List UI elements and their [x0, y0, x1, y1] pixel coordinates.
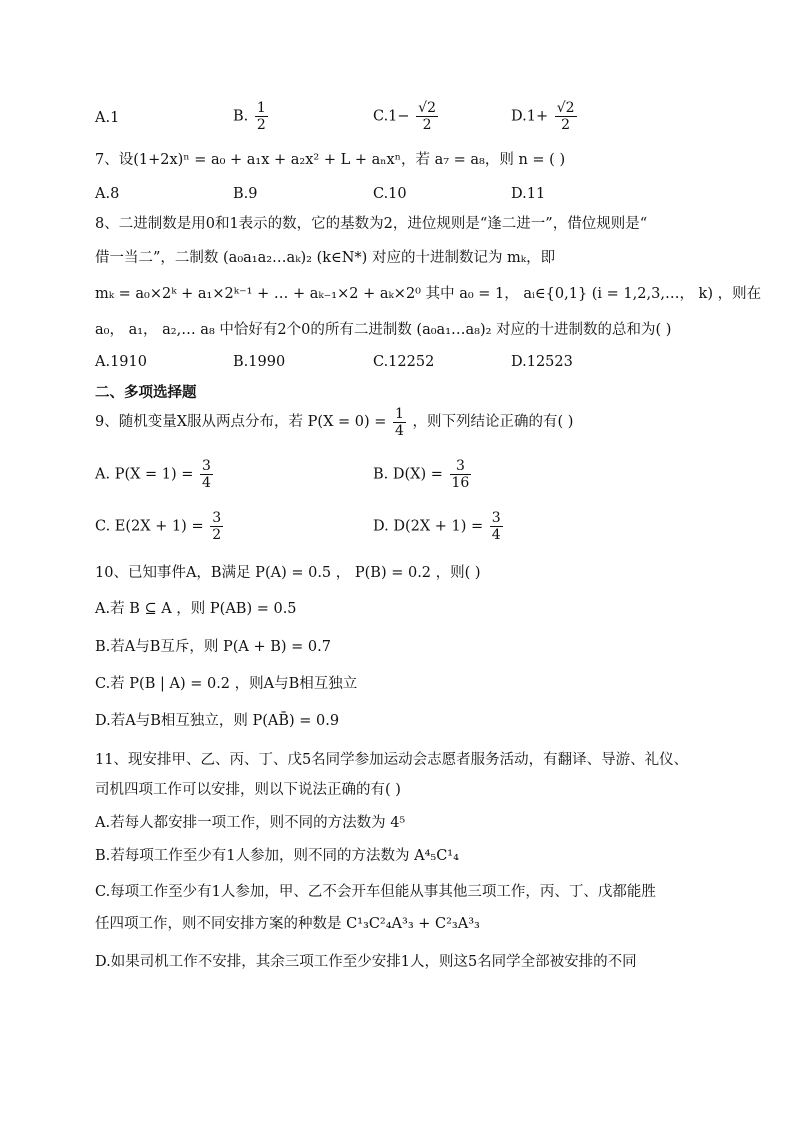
q7-option-c: C.10	[373, 186, 407, 202]
fraction-denominator: 2	[212, 527, 222, 543]
fraction-denominator: 2	[256, 117, 266, 133]
section-heading: 二、多项选择题	[95, 385, 197, 401]
fraction-denominator: 4	[491, 527, 501, 543]
q9-stem	[95, 404, 573, 440]
q6-option-c-fraction	[416, 100, 438, 133]
q6-option-c	[373, 100, 440, 133]
q6-option-a-text: A.1	[95, 110, 120, 126]
q7-option-a: A.8	[95, 186, 120, 202]
q7-option-b: B.9	[233, 186, 258, 202]
fraction-denominator: 4	[202, 475, 211, 491]
q6-option-c-label: C.1−	[373, 108, 410, 125]
fraction-numerator: 1	[256, 100, 266, 116]
q11-option-b: B.若每项工作至少有1人参加，则不同的方法数为 A⁴₅C¹₄	[95, 848, 459, 864]
q10-option-c: C.若 P(B | A) = 0.2 ，则A与B相互独立	[95, 676, 358, 692]
q6-option-b	[233, 100, 270, 133]
q9-stem-pre: 9、随机变量X服从两点分布，若 P(X = 0) =	[95, 414, 387, 430]
q7-stem: 7、设(1+2x)ⁿ = a₀ + a₁x + a₂x² + L + aₙxⁿ，若 a₇ = a₈，则 n = ( )	[95, 152, 566, 168]
q9-option-c-pre: C. E(2X + 1) =	[95, 518, 204, 535]
q8-option-c: C.12252	[373, 354, 435, 370]
fraction-numerator: 3	[455, 458, 465, 474]
q9-stem-fraction	[393, 406, 406, 439]
q9-option-d	[373, 510, 505, 543]
fraction-denominator: 2	[555, 116, 577, 133]
fraction-numerator: 3	[212, 510, 222, 526]
q9-option-c	[95, 510, 225, 543]
q9-option-d-fraction	[490, 510, 503, 543]
q6-option-d	[511, 100, 579, 133]
q9-option-a	[95, 458, 215, 491]
q8-line-3: mₖ = a₀×2ᵏ + a₁×2ᵏ⁻¹ + … + aₖ₋₁×2 + aₖ×2⁰ 其中 a₀ = 1， aᵢ∈{0,1} (i = 1,2,3,…， k) ，则在	[95, 286, 762, 302]
q11-option-a: A.若每人都安排一项工作，则不同的方法数为 4⁵	[95, 815, 406, 831]
q11-line-1: 11、现安排甲、乙、丙、丁、戊5名同学参加运动会志愿者服务活动，有翻译、导游、礼仪、	[95, 752, 689, 768]
fraction-numerator: 3	[491, 510, 501, 526]
fraction-denominator: 16	[451, 475, 470, 491]
fraction-numerator: 1	[395, 405, 404, 422]
q9-stem-post: ，则下列结论正确的有( )	[412, 414, 574, 430]
q11-option-c-line-2: 任四项工作，则不同安排方案的种数是 C¹₃C²₄A³₃ + C²₃A³₃	[95, 916, 480, 932]
q8-line-1: 8、二进制数是用0和1表示的数，它的基数为2，进位规则是“逢二进一”，借位规则是“	[95, 216, 648, 232]
q8-option-b: B.1990	[233, 354, 286, 370]
q10-stem: 10、已知事件A，B满足 P(A) = 0.5 ， P(B) = 0.2 ，则( )	[95, 565, 481, 581]
q8-line-2: 借一当二”，二制数 (a₀a₁a₂…aₖ)₂ (k∈N*) 对应的十进制数记为 mₖ，即	[95, 250, 556, 266]
q8-line-4: a₀， a₁， a₂,… a₈ 中恰好有2个0的所有二进制数 (a₀a₁…a₈)₂ 对应的十进制数的总和为( )	[95, 322, 672, 338]
q6-option-a	[95, 110, 119, 126]
q10-option-b: B.若A与B互斥，则 P(A + B) = 0.7	[95, 639, 331, 655]
q11-line-2: 司机四项工作可以安排，则以下说法正确的有( )	[95, 782, 401, 798]
q7-option-d: D.11	[511, 186, 546, 202]
q6-option-b-label: B.	[233, 108, 249, 125]
q6-option-d-fraction	[555, 100, 577, 133]
q9-option-a-pre: A. P(X = 1) =	[95, 466, 194, 483]
q11-option-c-line-1: C.每项工作至少有1人参加，甲、乙不会开车但能从事其他三项工作，丙、丁、戊都能胜	[95, 884, 656, 900]
q6-option-d-label: D.1+	[511, 108, 549, 125]
fraction-numerator: √2	[556, 100, 575, 116]
q6-option-b-fraction	[255, 100, 268, 133]
q9-option-b-pre: B. D(X) =	[373, 466, 443, 483]
q9-option-a-fraction	[200, 458, 213, 491]
q9-option-d-pre: D. D(2X + 1) =	[373, 518, 484, 535]
fraction-denominator: 2	[416, 116, 438, 133]
fraction-denominator: 4	[395, 422, 404, 439]
q8-option-a: A.1910	[95, 354, 147, 370]
q11-option-d: D.如果司机工作不安排，其余三项工作至少安排1人，则这5名同学全部被安排的不同	[95, 954, 637, 970]
q8-option-d: D.12523	[511, 354, 573, 370]
q10-option-a: A.若 B ⊆ A ，则 P(AB) = 0.5	[95, 601, 297, 617]
q9-option-b-fraction	[450, 458, 472, 491]
q9-option-b	[373, 458, 473, 491]
fraction-numerator: 3	[202, 458, 211, 474]
fraction-numerator: √2	[418, 100, 436, 116]
q9-option-c-fraction	[210, 510, 223, 543]
q10-option-d: D.若A与B相互独立，则 P(AB̄) = 0.9	[95, 713, 340, 729]
